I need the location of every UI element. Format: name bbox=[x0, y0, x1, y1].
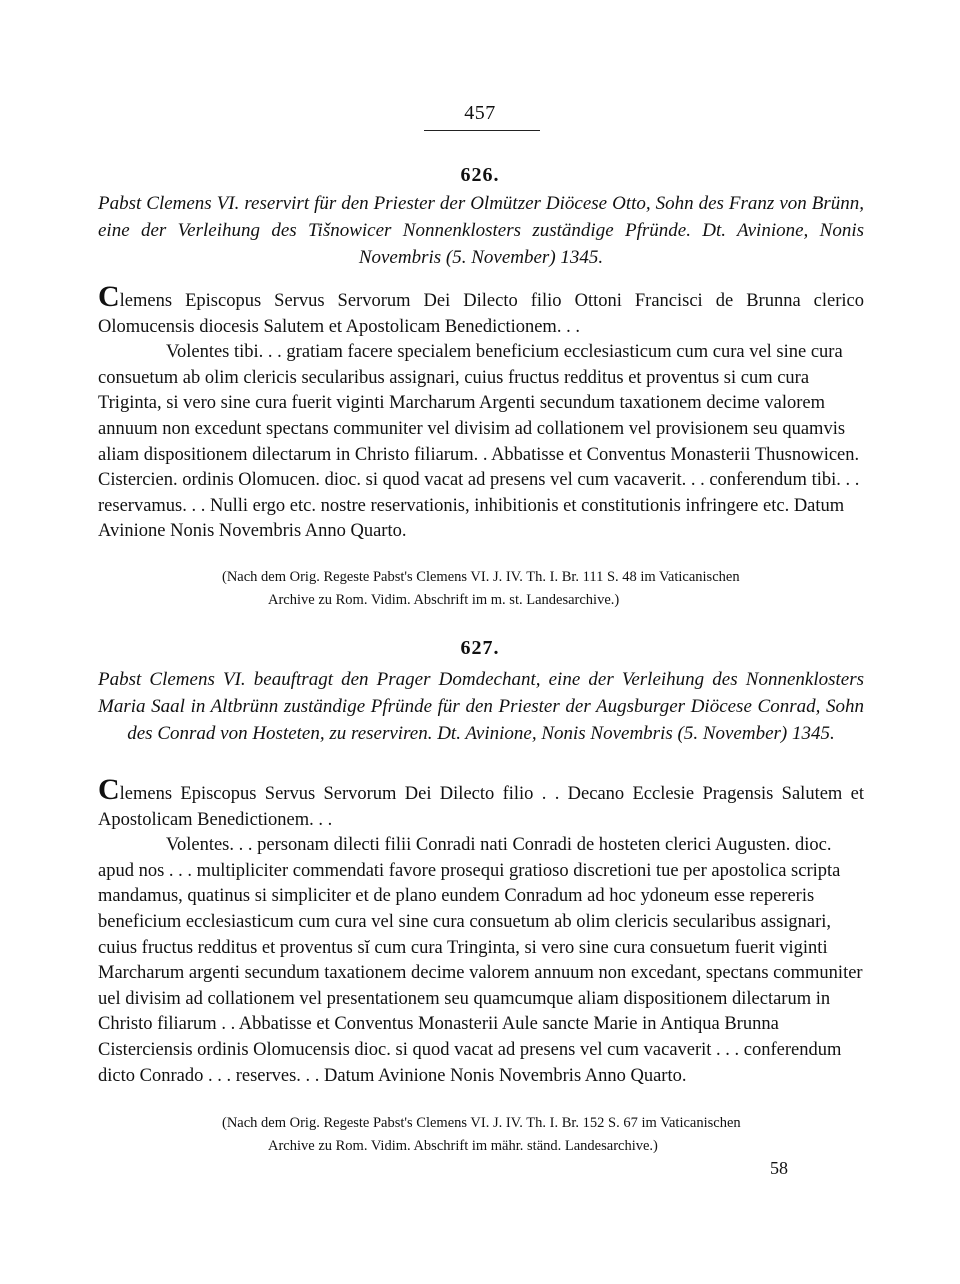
entry-source-note bbox=[222, 566, 872, 612]
entry-opening bbox=[98, 280, 864, 340]
entry-headnote: Pabst Clemens VI. beauftragt den Prager Domdechant, eine der Verleihung des Nonnenklosters Maria Saal in Altbrünn zuständige Pfründe für den Priester der Augsburger Diöcese Conrad, Sohn des Conrad von Hosteten, zu reserviren. Dt. Avinione, Nonis Novembris (5. November) 1345. bbox=[98, 669, 864, 744]
entry-text bbox=[98, 280, 864, 545]
source-note-line: (Nach dem Orig. Regeste Pabst's Clemens VI. J. IV. Th. I. Br. 111 S. 48 im Vaticanischen bbox=[222, 569, 740, 585]
page-number: 457 bbox=[464, 102, 496, 124]
entry-source-note bbox=[222, 1112, 872, 1158]
source-note-line: Archive zu Rom. Vidim. Abschrift im mähr. ständ. Landesarchive.) bbox=[268, 1138, 658, 1154]
entry-opening bbox=[98, 773, 864, 833]
entry-number: 627. bbox=[460, 637, 500, 659]
entry-body: Volentes tibi. . . gratiam facere specialem beneficium ecclesiasticum cum cura vel sine cura consuetum ab olim clericis secularibus assignari, cuius fructus redditus et proventus si cum cura Triginta, si vero sine cura fuerit viginti Marcharum Argenti secundum taxationem decime valorem annuum non excedunt spectans communiter vel divisim ad collationem vel provisionem seu quamvis aliam dispositionem dilectarum in Christo filiarum. . Abbatisse et Conventus Monasterii Thusnowicen. Cistercien. ordinis Olomucen. dioc. si quod vacat ad presens vel cum vacaverit. . . conferendum tibi. . . reservamus. . . Nulli ergo etc. nostre reservationis, inhibitionis et constitutionis infringere etc. Datum Avinione Nonis Novembris Anno Quarto. bbox=[98, 342, 860, 542]
signature-mark: 58 bbox=[770, 1158, 788, 1178]
drop-cap-initial: C bbox=[98, 773, 120, 806]
source-note-line: (Nach dem Orig. Regeste Pabst's Clemens VI. J. IV. Th. I. Br. 152 S. 67 im Vaticanischen bbox=[222, 1115, 741, 1131]
entry-number: 626. bbox=[460, 164, 500, 186]
entry-body: Volentes. . . personam dilecti filii Conradi nati Conradi de hosteten clerici Augusten. dioc. apud nos . . . multipliciter commendati favore prosequi gratioso discretioni tue per apostolica scripta mandamus, quatinus si simpliciter et de plano eundem Conradum ad hoc ydoneum esse repereris beneficium ecclesiasticum cum cura vel sine cura consuetum ab olim clericis secularibus assignari, cuius fructus redditus et proventus sĭ cum cura Tringinta, si vero sine cura consuetum fuerit viginti Marcharum argenti secundum taxationem decime valorem annuum non excedant, spectans communiter uel divisim ad collationem vel presentationem seu quamcumque aliam dispositionem dilectarum in Christo filiarum . . Abbatisse et Conventus Monasterii Aule sancte Marie in Antiqua Brunna Cisterciensis ordinis Olomucensis dioc. si quod vacat ad presens vel cum vacaverit . . . conferendum dicto Conrado . . . reserves. . . Datum Avinione Nonis Novembris Anno Quarto. bbox=[98, 835, 863, 1086]
entry-opening-text: lemens Episcopus Servus Servorum Dei Dilecto filio Ottoni Francisci de Brunna clerico Olomucensis diocesis Salutem et Apostolicam Benedictionem. . . bbox=[98, 291, 864, 337]
entry-headnote: Pabst Clemens VI. reservirt für den Priester der Olmützer Diöcese Otto, Sohn des Franz von Brünn, eine der Verleihung des Tišnowicer Nonnenklosters zuständige Pfründe. Dt. Avinione, Nonis Novembris (5. November) 1345. bbox=[98, 193, 864, 268]
entry-opening-text: lemens Episcopus Servus Servorum Dei Dilecto filio . . Decano Ecclesie Pragensis Salutem et Apostolicam Benedictionem. . . bbox=[98, 784, 864, 830]
entry-text bbox=[98, 773, 864, 1089]
drop-cap-initial: C bbox=[98, 280, 120, 313]
source-note-line: Archive zu Rom. Vidim. Abschrift im m. st. Landesarchive.) bbox=[268, 592, 620, 608]
page-number-rule bbox=[424, 130, 540, 131]
